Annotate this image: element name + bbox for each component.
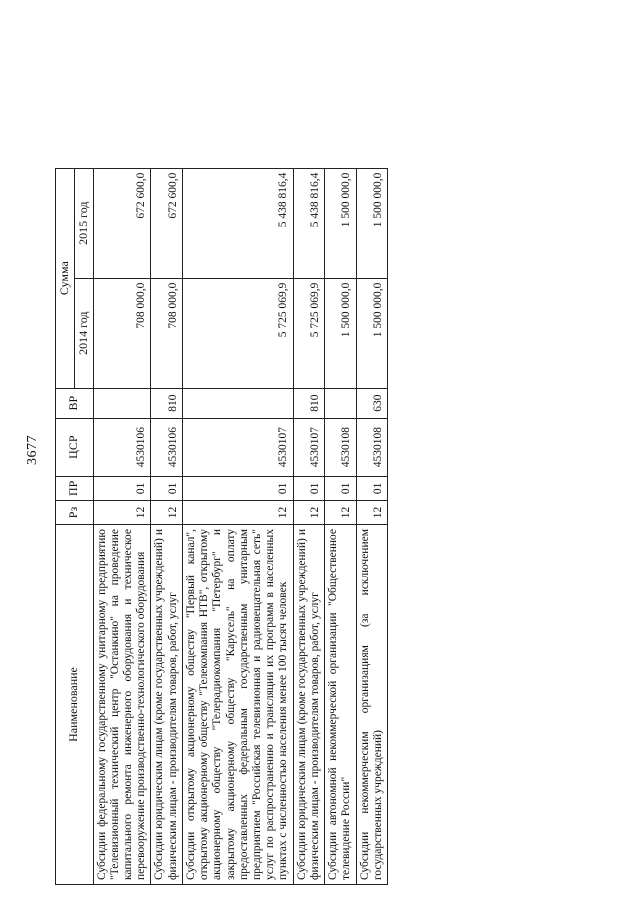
header-rz: Рз bbox=[56, 501, 94, 525]
row-pr: 01 bbox=[151, 476, 182, 500]
row-csr: 4530106 bbox=[93, 418, 151, 476]
row-csr: 4530106 bbox=[151, 418, 182, 476]
table-row bbox=[325, 168, 356, 884]
row-pr: 01 bbox=[356, 476, 387, 500]
row-pr: 01 bbox=[293, 476, 324, 500]
row-amount-2015: 5 438 816,4 bbox=[182, 168, 293, 278]
row-vr bbox=[93, 388, 151, 418]
row-amount-2015: 672 600,0 bbox=[151, 168, 182, 278]
header-year-2015: 2015 год bbox=[74, 168, 93, 278]
row-rz: 12 bbox=[293, 501, 324, 525]
row-name: Субсидии открытому акционерному обществу "Первый канал", открытому акционерному обществу "Телекомпания НТВ", открытому акционерному обществу "Телерадиокомпания "Петербург" и закрытому акционерному обществу "Карусель" на оплату предоставленных федеральным государственным унитарным предприятием "Российская телевизионная и радиовещательная сеть" услуг по распространению и трансляции их программ в населенных пунктах с численностью населения менее 100 тысяч человек bbox=[182, 525, 293, 885]
header-vr: ВР bbox=[56, 388, 94, 418]
row-amount-2014: 5 725 069,9 bbox=[182, 278, 293, 388]
row-pr: 01 bbox=[93, 476, 151, 500]
row-vr: 630 bbox=[356, 388, 387, 418]
row-vr bbox=[182, 388, 293, 418]
row-amount-2015: 1 500 000,0 bbox=[325, 168, 356, 278]
row-vr: 810 bbox=[293, 388, 324, 418]
row-amount-2014: 1 500 000,0 bbox=[325, 278, 356, 388]
table-row bbox=[182, 168, 293, 884]
table-row bbox=[293, 168, 324, 884]
row-amount-2015: 1 500 000,0 bbox=[356, 168, 387, 278]
table-body bbox=[93, 168, 387, 884]
table-row bbox=[151, 168, 182, 884]
row-name: Субсидии юридическим лицам (кроме государственных учреждений) и физическим лицам - производителям товаров, работ, услуг bbox=[151, 525, 182, 885]
row-amount-2015: 672 600,0 bbox=[93, 168, 151, 278]
row-pr: 01 bbox=[325, 476, 356, 500]
header-csr: ЦСР bbox=[56, 418, 94, 476]
header-row bbox=[56, 168, 75, 884]
row-amount-2014: 1 500 000,0 bbox=[356, 278, 387, 388]
row-amount-2015: 5 438 816,4 bbox=[293, 168, 324, 278]
row-csr: 4530107 bbox=[293, 418, 324, 476]
row-rz: 12 bbox=[325, 501, 356, 525]
row-name: Субсидии федеральному государственному унитарному предприятию "Телевизионный технический центр "Останкино" на проведение капитального ремонта инженерного оборудования и техническое перевооружение производственно-технологического оборудования bbox=[93, 525, 151, 885]
row-vr: 810 bbox=[151, 388, 182, 418]
header-sum: Сумма bbox=[56, 168, 75, 388]
page-number: 3677 bbox=[25, 435, 40, 465]
row-amount-2014: 708 000,0 bbox=[151, 278, 182, 388]
header-name: Наименование bbox=[56, 525, 94, 885]
table-row bbox=[356, 168, 387, 884]
row-csr: 4530108 bbox=[325, 418, 356, 476]
row-name: Субсидии некоммерческим организациям (за исключением государственных учреждений) bbox=[356, 525, 387, 885]
header-pr: ПР bbox=[56, 476, 94, 500]
row-csr: 4530107 bbox=[182, 418, 293, 476]
row-amount-2014: 708 000,0 bbox=[93, 278, 151, 388]
budget-table bbox=[55, 168, 388, 885]
row-pr: 01 bbox=[182, 476, 293, 500]
row-rz: 12 bbox=[356, 501, 387, 525]
header-year-2014: 2014 год bbox=[74, 278, 93, 388]
row-name: Субсидии юридическим лицам (кроме государственных учреждений) и физическим лицам - производителям товаров, работ, услуг bbox=[293, 525, 324, 885]
row-amount-2014: 5 725 069,9 bbox=[293, 278, 324, 388]
row-rz: 12 bbox=[151, 501, 182, 525]
row-csr: 4530108 bbox=[356, 418, 387, 476]
row-rz: 12 bbox=[182, 501, 293, 525]
row-rz: 12 bbox=[93, 501, 151, 525]
row-name: Субсидии автономной некоммерческой организации "Общественное телевидение России" bbox=[325, 525, 356, 885]
table-row bbox=[93, 168, 151, 884]
row-vr bbox=[325, 388, 356, 418]
